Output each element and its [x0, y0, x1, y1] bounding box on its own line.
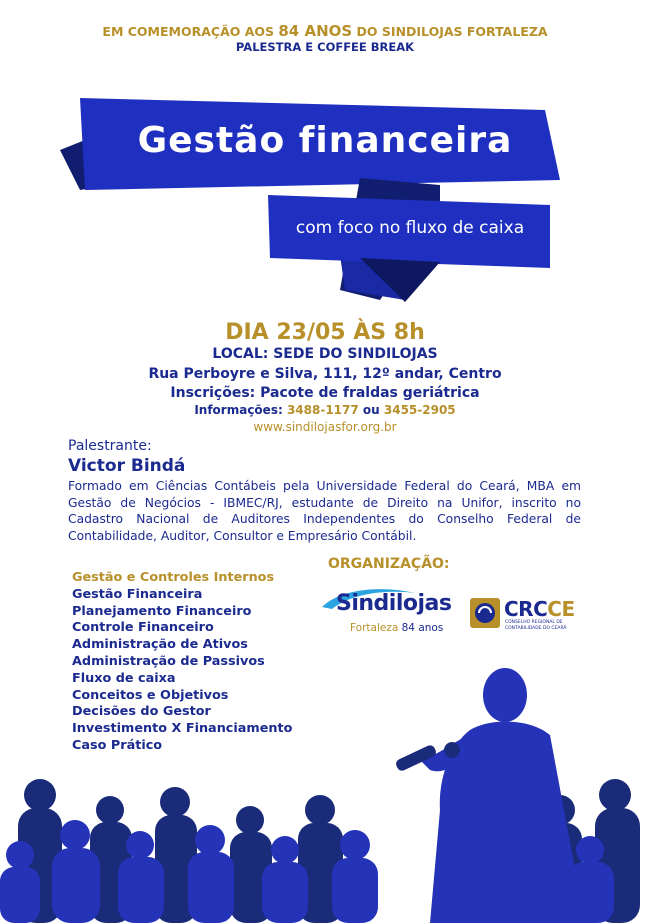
- header-line-2: PALESTRA E COFFEE BREAK: [235, 40, 415, 54]
- topic-item: Caso Prático: [72, 737, 163, 753]
- event-local: LOCAL: SEDE DO SINDILOJAS: [212, 346, 438, 362]
- crc-logo-name: [504, 597, 575, 621]
- topic-item: Administração de Ativos: [72, 637, 248, 653]
- info-label: Informações:: [194, 403, 287, 417]
- speaker-bio: Formado em Ciências Contábeis pela Universidade Federal do Ceará, MBA em Gestão de Negócios - IBMEC/RJ, estudante de Direito na Unifor, inscrito no Cadastro Nacional de Auditores Independentes do Conselho Federal de Contabilidade, Auditor, Consultor e Empresário Contábil.: [68, 479, 581, 543]
- topic-item: Fluxo de caixa: [72, 670, 176, 686]
- topic-item: Gestão Financeira: [72, 586, 203, 602]
- event-title: Gestão financeira: [137, 120, 513, 161]
- speaker-name: Victor Bindá: [68, 456, 186, 476]
- topic-item: Administração de Passivos: [72, 653, 265, 669]
- event-registration: Inscrições: Pacote de fraldas geriátrica: [170, 385, 480, 401]
- event-address: Rua Perboyre e Silva, 111, 12º andar, Centro: [148, 366, 502, 382]
- header-years: 84 ANOS: [278, 22, 353, 40]
- sindilojas-years: 84 anos: [401, 622, 444, 634]
- topic-item: Planejamento Financeiro: [72, 603, 252, 619]
- topic-item: Conceitos e Objetivos: [72, 687, 229, 703]
- topic-item: Decisões do Gestor: [72, 704, 211, 720]
- event-date: DIA 23/05 ÀS 8h: [225, 320, 425, 345]
- phone-1: 3488-1177: [286, 403, 359, 417]
- topic-item: Gestão e Controles Internos: [72, 570, 275, 585]
- speaker-label: Palestrante:: [68, 438, 152, 454]
- sindilojas-logo-name: Sindilojas: [336, 591, 452, 616]
- crc-emblem-icon: [470, 598, 500, 628]
- sindilojas-city: Fortaleza: [350, 622, 402, 634]
- crc-logo-sub: CONSELHO REGIONAL DE CONTABILIDADE DO CEARÁ: [505, 620, 567, 631]
- header-text-a: EM COMEMORAÇÃO AOS: [102, 24, 279, 39]
- info-or: ou: [358, 403, 384, 417]
- organization-label: ORGANIZAÇÃO:: [328, 556, 450, 572]
- topic-item: Investimento X Financiamento: [72, 721, 293, 737]
- crowd-silhouette-illustration: [0, 660, 650, 923]
- phone-2: 3455-2905: [383, 403, 456, 417]
- event-phones: [0, 403, 650, 417]
- header-text-c: DO SINDILOJAS FORTALEZA: [352, 24, 548, 39]
- topic-item: Controle Financeiro: [72, 620, 214, 636]
- crc-name-b: CE: [547, 597, 575, 621]
- sindilojas-logo-sub: [350, 622, 443, 634]
- event-subtitle: com foco no fluxo de caixa: [295, 218, 525, 238]
- crc-name-a: CRC: [504, 597, 548, 621]
- website-link[interactable]: www.sindilojasfor.org.br: [253, 420, 397, 434]
